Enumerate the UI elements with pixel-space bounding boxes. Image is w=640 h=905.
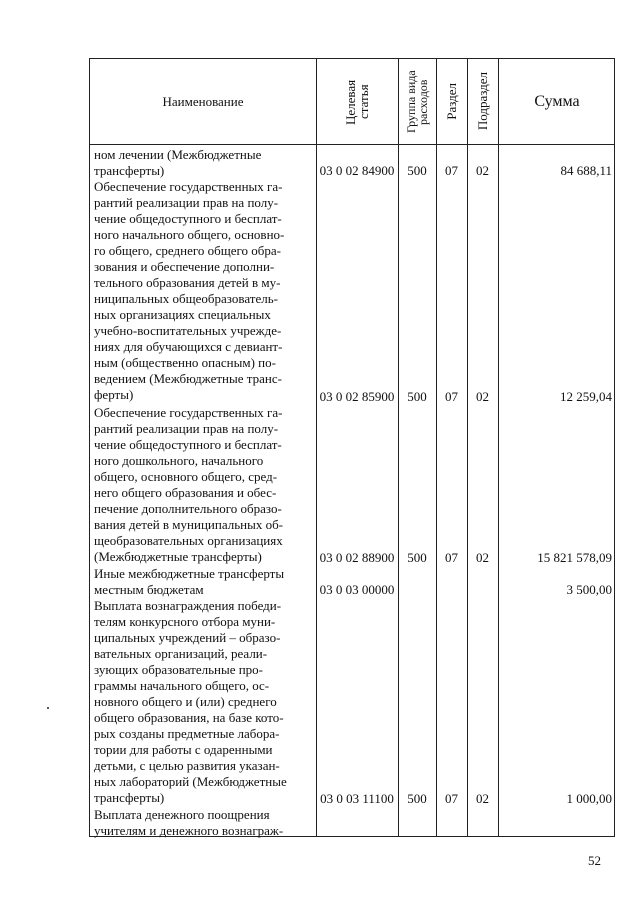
row-code: 03 0 02 84900 — [319, 163, 395, 179]
row-code: 03 0 03 00000 — [319, 581, 395, 597]
header-razdel: Раздел — [444, 83, 459, 120]
row-name-line: трансферты) — [94, 789, 165, 805]
row-name-line: учебно-воспитательных учрежде- — [94, 323, 282, 339]
row-name-line: него общего образования и обес- — [94, 484, 277, 500]
row-name-line: вательных организаций, реали- — [94, 645, 268, 661]
row-sum: 3 500,00 — [566, 581, 612, 597]
row-name-line: ного дошкольного, начального — [94, 452, 264, 468]
row-sum: 12 259,04 — [560, 388, 612, 404]
row-podrazdel: 02 — [476, 163, 489, 179]
row-name-line: ферты) — [94, 387, 134, 403]
row-name-line: ниципальных общеобразователь- — [94, 291, 278, 307]
row-name-line: (Межбюджетные трансферты) — [94, 548, 262, 564]
row-name-line: чение общедоступного и бесплат- — [94, 211, 282, 227]
row-group: 500 — [407, 791, 427, 806]
row-name-cell — [94, 566, 312, 598]
row-name-cell — [94, 179, 312, 403]
row-name-line: рантий реализации прав на полу- — [94, 420, 279, 436]
row-name-line: ным (общественно опасным) по- — [94, 355, 276, 371]
row-sum: 15 821 578,09 — [537, 549, 612, 565]
row-name-line: ного начального общего, основно- — [94, 227, 285, 243]
header-code: Целевая статья — [343, 78, 371, 125]
header-name: Наименование — [162, 93, 244, 109]
row-name-line: рых созданы предметные лабора- — [94, 725, 280, 741]
row-code: 03 0 02 88900 — [319, 549, 395, 565]
row-name-line: ниях для обучающихся с девиант- — [94, 339, 283, 355]
row-name-line: Обеспечение государственных га- — [94, 179, 283, 195]
row-name-line: ведением (Межбюджетные транс- — [94, 371, 282, 387]
row-name-line: Выплата денежного поощрения — [94, 807, 270, 823]
row-sum: 1 000,00 — [566, 791, 612, 806]
row-name-line: вания детей в муниципальных об- — [94, 516, 284, 532]
row-name-line: тории для работы с одаренными — [94, 741, 273, 757]
row-name-line: детьми, с целью развития указан- — [94, 757, 280, 773]
row-podrazdel: 02 — [476, 549, 489, 565]
row-razdel: 07 — [445, 549, 458, 565]
row-name-line: Иные межбюджетные трансферты — [94, 565, 285, 581]
row-name-cell — [94, 147, 312, 179]
scan-speck — [47, 707, 49, 709]
header-divider — [90, 144, 614, 145]
row-name-cell — [94, 405, 312, 565]
row-name-cell — [94, 807, 312, 839]
row-name-line: граммы начального общего, ос- — [94, 677, 270, 693]
row-code: 03 0 03 11100 — [320, 791, 394, 806]
header-sum: Сумма — [534, 92, 580, 110]
row-name-line: учителям и денежного вознаграж- — [94, 823, 284, 839]
row-code: 03 0 02 85900 — [319, 388, 395, 404]
row-razdel: 07 — [445, 163, 458, 179]
row-name-line: ном лечении (Межбюджетные — [94, 147, 262, 162]
row-name-line: зующих образовательные про- — [94, 661, 263, 677]
row-group: 500 — [407, 549, 427, 565]
header-razdel-cell — [436, 59, 467, 144]
row-name-line: печение дополнительного образо- — [94, 500, 282, 516]
row-name-line: тельного образования детей в му- — [94, 275, 281, 291]
row-name-line: чение общедоступного и бесплат- — [94, 436, 282, 452]
row-name-line: рантий реализации прав на полу- — [94, 195, 279, 211]
row-name-cell — [94, 598, 312, 806]
row-razdel: 07 — [445, 388, 458, 404]
header-group-cell — [398, 59, 436, 144]
row-name-line: новного общего и (или) среднего — [94, 693, 277, 709]
row-name-line: трансферты) — [94, 163, 165, 178]
header-group: Группа вида расходов — [404, 70, 430, 133]
row-sum: 84 688,11 — [560, 163, 612, 179]
row-name-line: ных организациях специальных — [94, 307, 271, 323]
budget-table — [89, 58, 615, 837]
header-code-cell — [316, 59, 398, 144]
row-name-line: зования и обеспечение дополни- — [94, 259, 275, 275]
row-razdel: 07 — [445, 791, 458, 806]
row-name-line: щеобразовательных организациях — [94, 532, 283, 548]
row-name-line: местным бюджетам — [94, 581, 204, 597]
row-name-line: го общего, среднего общего обра- — [94, 243, 281, 259]
row-podrazdel: 02 — [476, 388, 489, 404]
row-name-line: Обеспечение государственных га- — [94, 404, 283, 420]
header-podrazdel-cell — [467, 59, 498, 144]
row-name-line: телям конкурсного отбора муни- — [94, 613, 276, 629]
header-podrazdel: Подраздел — [475, 72, 490, 131]
row-name-line: общего образования, на базе кото- — [94, 709, 284, 725]
row-name-line: ципальных учреждений – образо- — [94, 629, 281, 645]
row-group: 500 — [407, 388, 427, 404]
page-number: 52 — [588, 853, 601, 868]
row-name-line: ных лабораторий (Межбюджетные — [94, 773, 287, 789]
row-group: 500 — [407, 163, 427, 179]
row-podrazdel: 02 — [476, 791, 489, 806]
row-name-line: Выплата вознаграждения победи- — [94, 597, 282, 613]
row-name-line: общего, основного общего, сред- — [94, 468, 278, 484]
